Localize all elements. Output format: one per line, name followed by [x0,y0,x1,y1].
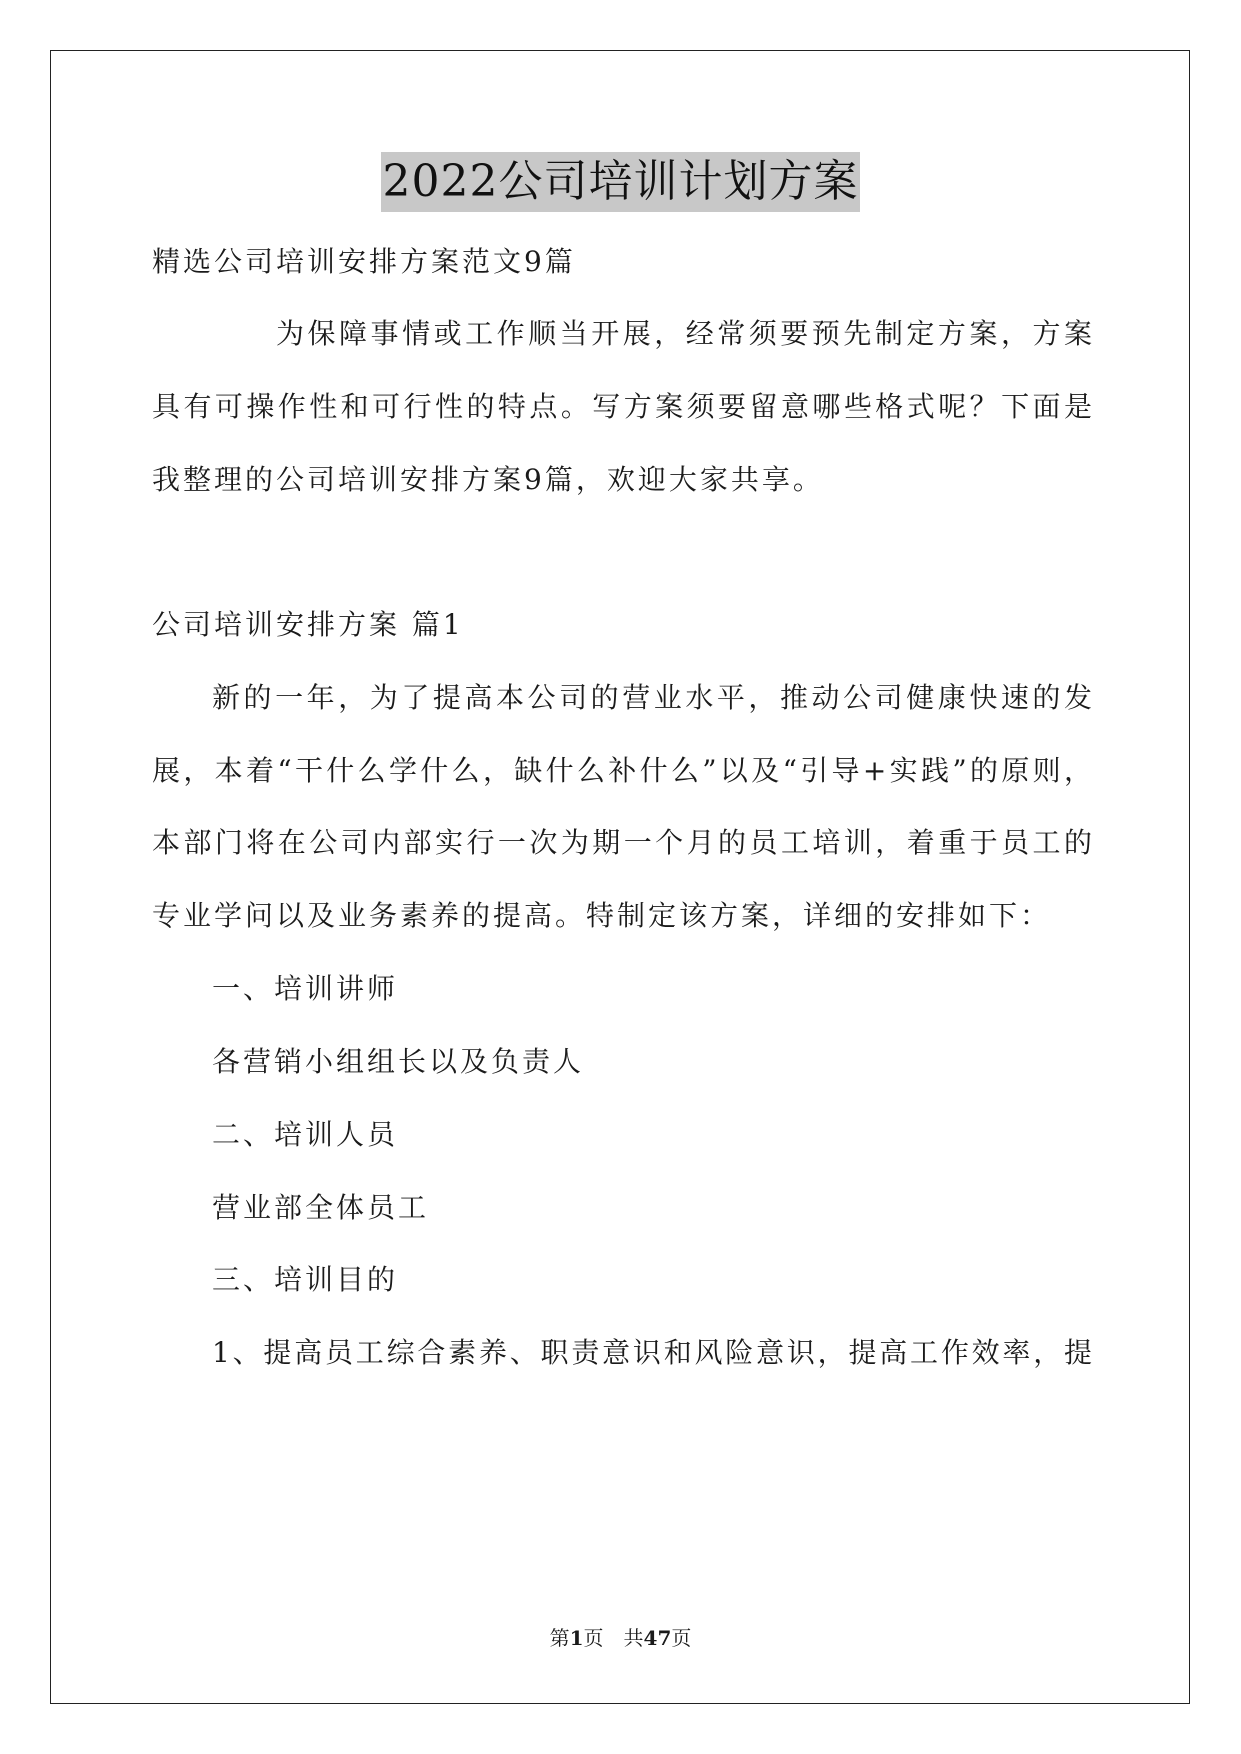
intro-line-2: 具有可操作性和可行性的特点。写方案须要留意哪些格式呢？下面是 [152,390,1092,423]
item-text-1: 各营销小组组长以及负责人 [212,1045,585,1078]
footer-mid: 页 共 [583,1626,644,1650]
section-heading: 公司培训安排方案 篇1 [152,608,464,641]
document-title: 2022公司培训计划方案 [381,152,861,212]
item-text-3: 1、提高员工综合素养、职责意识和风险意识，提高工作效率，提 [212,1336,1092,1369]
footer-total-pages: 47 [643,1626,672,1650]
item-heading-1: 一、培训讲师 [212,972,399,1005]
page-border [50,50,1190,1704]
page-footer [0,1624,1241,1652]
footer-suffix: 页 [671,1626,692,1650]
item-heading-2: 二、培训人员 [212,1118,399,1151]
footer-page-number: 1 [569,1626,584,1650]
intro-line-3: 我整理的公司培训安排方案9篇，欢迎大家共享。 [152,463,824,496]
item-text-2: 营业部全体员工 [212,1191,430,1224]
item-heading-3: 三、培训目的 [212,1263,399,1296]
section-body-line-2: 展，本着“干什么学什么，缺什么补什么”以及“引导+实践”的原则， [152,754,1092,787]
section-body-line-4: 专业学问以及业务素养的提高。特制定该方案，详细的安排如下： [152,899,1052,932]
footer-prefix: 第 [549,1626,570,1650]
intro-line-1: 为保障事情或工作顺当开展，经常须要预先制定方案，方案 [276,317,1092,350]
title-container [0,152,1241,212]
section-body-line-3: 本部门将在公司内部实行一次为期一个月的员工培训，着重于员工的 [152,826,1092,859]
document-subtitle: 精选公司培训安排方案范文9篇 [152,245,576,278]
section-body-line-1: 新的一年，为了提高本公司的营业水平，推动公司健康快速的发 [212,681,1092,714]
